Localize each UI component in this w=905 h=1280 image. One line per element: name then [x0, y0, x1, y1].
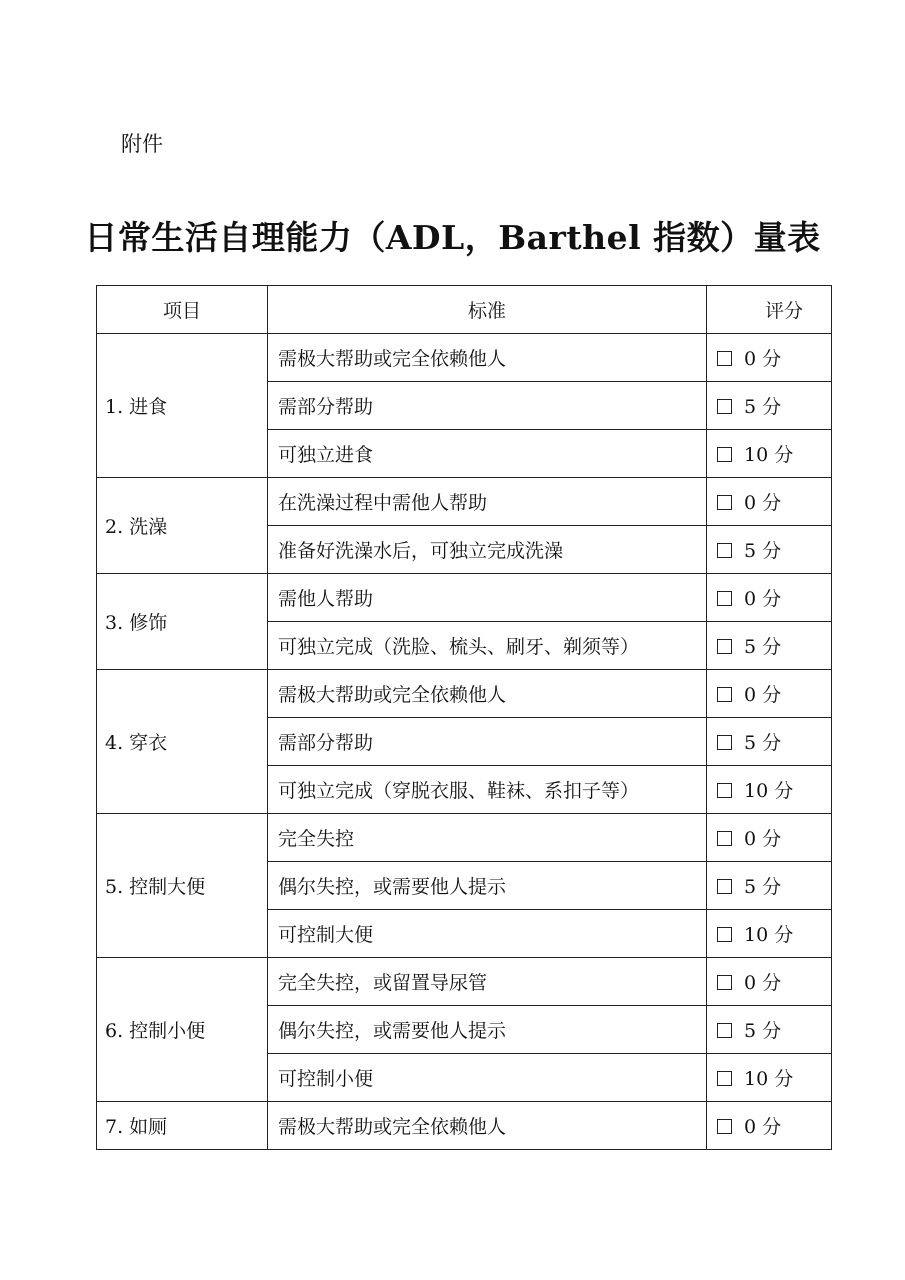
item-name: 7. 如厕: [97, 1102, 268, 1150]
score-checkbox[interactable]: [717, 975, 732, 990]
table-body: [97, 334, 832, 1150]
table-row: [97, 334, 832, 382]
score-value: 10 分: [744, 1068, 794, 1090]
score-checkbox[interactable]: [717, 543, 732, 558]
score-checkbox[interactable]: [717, 783, 732, 798]
score-cell: [707, 334, 832, 382]
score-checkbox[interactable]: [717, 927, 732, 942]
score-cell: [707, 478, 832, 526]
score-value: 0 分: [744, 348, 782, 370]
item-name: 5. 控制大便: [97, 814, 268, 958]
score-cell: [707, 766, 832, 814]
score-checkbox[interactable]: [717, 831, 732, 846]
score-value: 5 分: [744, 1020, 782, 1042]
table-row: [97, 478, 832, 526]
score-cell: [707, 670, 832, 718]
criteria-text: 偶尔失控，或需要他人提示: [268, 862, 707, 910]
score-checkbox[interactable]: [717, 447, 732, 462]
score-cell: [707, 862, 832, 910]
score-cell: [707, 382, 832, 430]
score-checkbox[interactable]: [717, 1071, 732, 1086]
score-checkbox[interactable]: [717, 591, 732, 606]
score-value: 10 分: [744, 444, 794, 466]
score-checkbox[interactable]: [717, 735, 732, 750]
item-name: 3. 修饰: [97, 574, 268, 670]
score-cell: [707, 718, 832, 766]
criteria-text: 在洗澡过程中需他人帮助: [268, 478, 707, 526]
score-cell: [707, 814, 832, 862]
item-name: 1. 进食: [97, 334, 268, 478]
score-value: 0 分: [744, 684, 782, 706]
item-name: 4. 穿衣: [97, 670, 268, 814]
score-cell: [707, 574, 832, 622]
score-value: 5 分: [744, 396, 782, 418]
score-value: 10 分: [744, 780, 794, 802]
adl-scale-table: [96, 285, 832, 1150]
score-value: 0 分: [744, 972, 782, 994]
score-cell: [707, 1006, 832, 1054]
table-header-row: [97, 286, 832, 334]
score-checkbox[interactable]: [717, 399, 732, 414]
page-title: 日常生活自理能力（ADL，Barthel 指数）量表: [84, 218, 821, 257]
table-row: [97, 958, 832, 1006]
criteria-text: 需部分帮助: [268, 718, 707, 766]
criteria-text: 可独立进食: [268, 430, 707, 478]
score-checkbox[interactable]: [717, 495, 732, 510]
item-name: 6. 控制小便: [97, 958, 268, 1102]
attachment-label: 附件: [121, 132, 163, 156]
criteria-text: 偶尔失控，或需要他人提示: [268, 1006, 707, 1054]
score-checkbox[interactable]: [717, 879, 732, 894]
criteria-text: 完全失控，或留置导尿管: [268, 958, 707, 1006]
table-row: [97, 670, 832, 718]
criteria-text: 需极大帮助或完全依赖他人: [268, 1102, 707, 1150]
header-item: 项目: [97, 286, 268, 334]
score-checkbox[interactable]: [717, 1119, 732, 1134]
criteria-text: 需部分帮助: [268, 382, 707, 430]
header-score: 评分: [707, 286, 832, 334]
criteria-text: 可独立完成（洗脸、梳头、刷牙、剃须等）: [268, 622, 707, 670]
score-cell: [707, 958, 832, 1006]
criteria-text: 完全失控: [268, 814, 707, 862]
criteria-text: 可独立完成（穿脱衣服、鞋袜、系扣子等）: [268, 766, 707, 814]
criteria-text: 需极大帮助或完全依赖他人: [268, 670, 707, 718]
score-cell: [707, 1102, 832, 1150]
score-cell: [707, 622, 832, 670]
criteria-text: 准备好洗澡水后，可独立完成洗澡: [268, 526, 707, 574]
criteria-text: 可控制小便: [268, 1054, 707, 1102]
score-value: 0 分: [744, 1116, 782, 1138]
score-value: 5 分: [744, 732, 782, 754]
score-checkbox[interactable]: [717, 1023, 732, 1038]
score-cell: [707, 430, 832, 478]
score-checkbox[interactable]: [717, 351, 732, 366]
score-value: 5 分: [744, 540, 782, 562]
score-value: 0 分: [744, 828, 782, 850]
score-value: 5 分: [744, 876, 782, 898]
table-row: [97, 814, 832, 862]
score-checkbox[interactable]: [717, 687, 732, 702]
score-value: 0 分: [744, 588, 782, 610]
table-row: [97, 1102, 832, 1150]
score-value: 0 分: [744, 492, 782, 514]
criteria-text: 需极大帮助或完全依赖他人: [268, 334, 707, 382]
criteria-text: 需他人帮助: [268, 574, 707, 622]
header-criteria: 标准: [268, 286, 707, 334]
score-value: 10 分: [744, 924, 794, 946]
score-checkbox[interactable]: [717, 639, 732, 654]
score-cell: [707, 1054, 832, 1102]
criteria-text: 可控制大便: [268, 910, 707, 958]
score-cell: [707, 526, 832, 574]
table-row: [97, 574, 832, 622]
score-value: 5 分: [744, 636, 782, 658]
score-cell: [707, 910, 832, 958]
item-name: 2. 洗澡: [97, 478, 268, 574]
